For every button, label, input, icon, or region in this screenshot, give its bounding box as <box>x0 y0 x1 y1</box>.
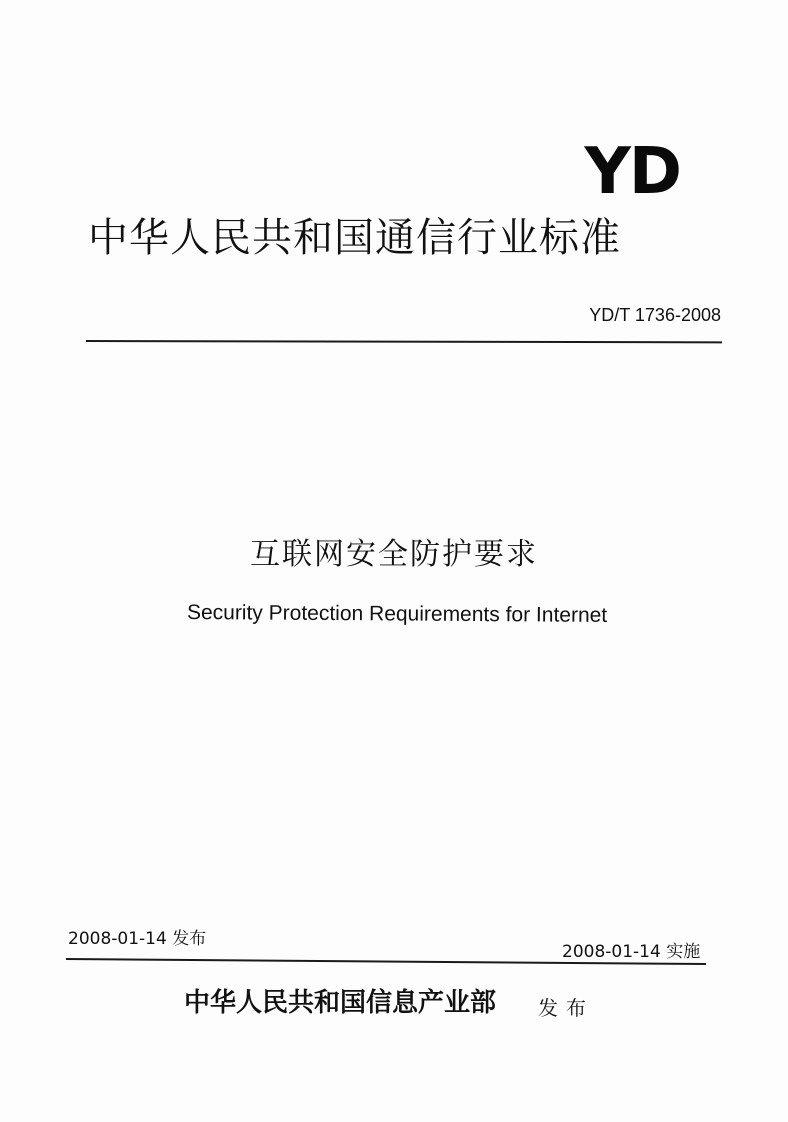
publish-label: 发布 <box>538 996 594 1020</box>
issue-date: 2008-01-14 发布 <box>68 929 207 949</box>
yd-logo: YD <box>584 135 680 209</box>
document-title-english: Security Protection Requirements for Internet <box>186 601 608 627</box>
implementation-date: 2008-01-14 实施 <box>562 942 701 962</box>
standard-number: YD/T 1736-2008 <box>589 305 721 325</box>
header-divider <box>86 340 722 343</box>
standard-category-title: 中华人民共和国通信行业标准 <box>88 215 621 261</box>
publisher-name: 中华人民共和国信息产业部 <box>184 988 497 1018</box>
document-title-chinese: 互联网安全防护要求 <box>250 537 538 572</box>
